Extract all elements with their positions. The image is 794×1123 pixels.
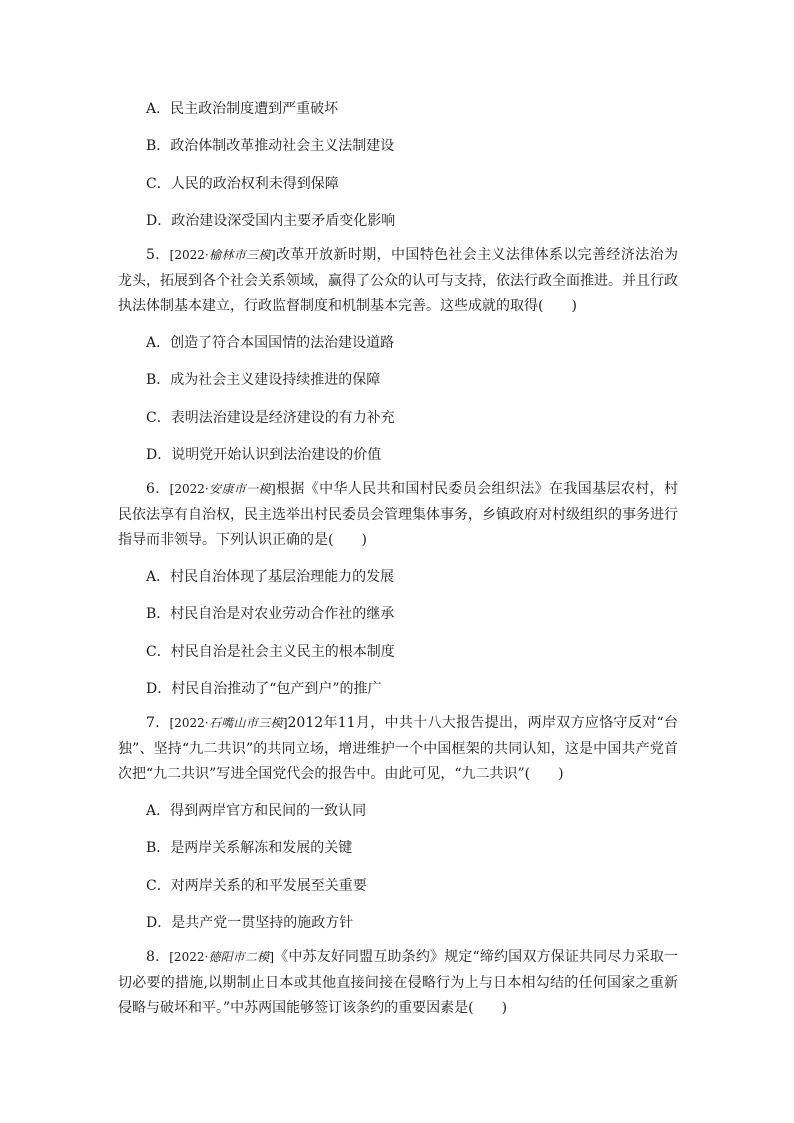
q6-number: 6． (146, 481, 170, 497)
q6-option-c: C．村民自治是社会主义民主的根本制度 (146, 644, 395, 660)
q8-stem-text: 《中苏友好同盟互助条约》规定“缔约国双方保证共同尽力采取一切必要的措施,以期制止日本或其他直接间接在侵略行为上与日本相勾结的任何国家之重新侵略与破坏和平。”中苏两国能够签订该条约的重要因素是( ) (118, 949, 678, 1016)
q4-option-c: C．人民的政治权利未得到保障 (146, 176, 339, 192)
q6-stem (118, 477, 678, 554)
q5-stem-text: 改革开放新时期，中国特色社会主义法律体系以完善经济法治为龙头，拓展到各个社会关系领域，赢得了公众的认可与支持，依法行政全面推进。并且行政执法体制基本建立，行政监督制度和机制基本完善。这些成就的取得( ) (118, 247, 678, 314)
q7-option-d: D．是共产党一贯坚持的施政方针 (146, 915, 354, 931)
q6-stem-text: 根据《中华人民共和国村民委员会组织法》在我国基层农村，村民依法享有自治权，民主选举出村民委员会管理集体事务，乡镇政府对村级组织的事务进行指导而非领导。下列认识正确的是( ) (118, 481, 678, 548)
q6-source: [2022·安康市一模] (169, 482, 276, 496)
q5-source: [2022·榆林市三模] (169, 248, 276, 262)
q8-number: 8． (146, 949, 170, 965)
q5-option-d: D．说明党开始认识到法治建设的价值 (146, 447, 382, 463)
q4-option-b: B．政治体制改革推动社会主义法制建设 (146, 138, 395, 154)
q7-option-c: C．对两岸关系的和平发展至关重要 (146, 878, 367, 894)
q5-stem (118, 243, 678, 320)
q8-source: [2022·德阳市二模] (169, 950, 274, 964)
q4-option-d: D．政治建设深受国内主要矛盾变化影响 (146, 213, 396, 229)
q7-option-b: B．是两岸关系解冻和发展的关键 (146, 840, 353, 856)
q5-option-b: B．成为社会主义建设持续推进的保障 (146, 372, 381, 388)
q6-option-d: D．村民自治推动了“包产到户”的推广 (146, 681, 382, 697)
q6-option-a: A．村民自治体现了基层治理能力的发展 (146, 569, 395, 585)
q5-number: 5． (146, 247, 170, 263)
q8-stem (118, 945, 678, 1022)
q6-option-b: B．村民自治是对农业劳动合作社的继承 (146, 606, 395, 622)
q7-stem (118, 711, 678, 788)
q7-number: 7． (146, 715, 170, 731)
q7-stem-text: 2012年11月，中共十八大报告提出，两岸双方应恪守反对“台独”、坚持“九二共识”的共同立场，增进维护一个中国框架的共同认知，这是中国共产党首次把“九二共识”写进全国党代会的报告中。由此可见，“九二共识”( ) (118, 715, 678, 782)
q4-option-a: A．民主政治制度遭到严重破坏 (146, 101, 339, 117)
q7-source: [2022·石嘴山市三模] (169, 716, 288, 730)
q5-option-c: C．表明法治建设是经济建设的有力补充 (146, 410, 395, 426)
q5-option-a: A．创造了符合本国国情的法治建设道路 (146, 335, 395, 351)
q7-option-a: A．得到两岸官方和民间的一致认同 (146, 803, 367, 819)
